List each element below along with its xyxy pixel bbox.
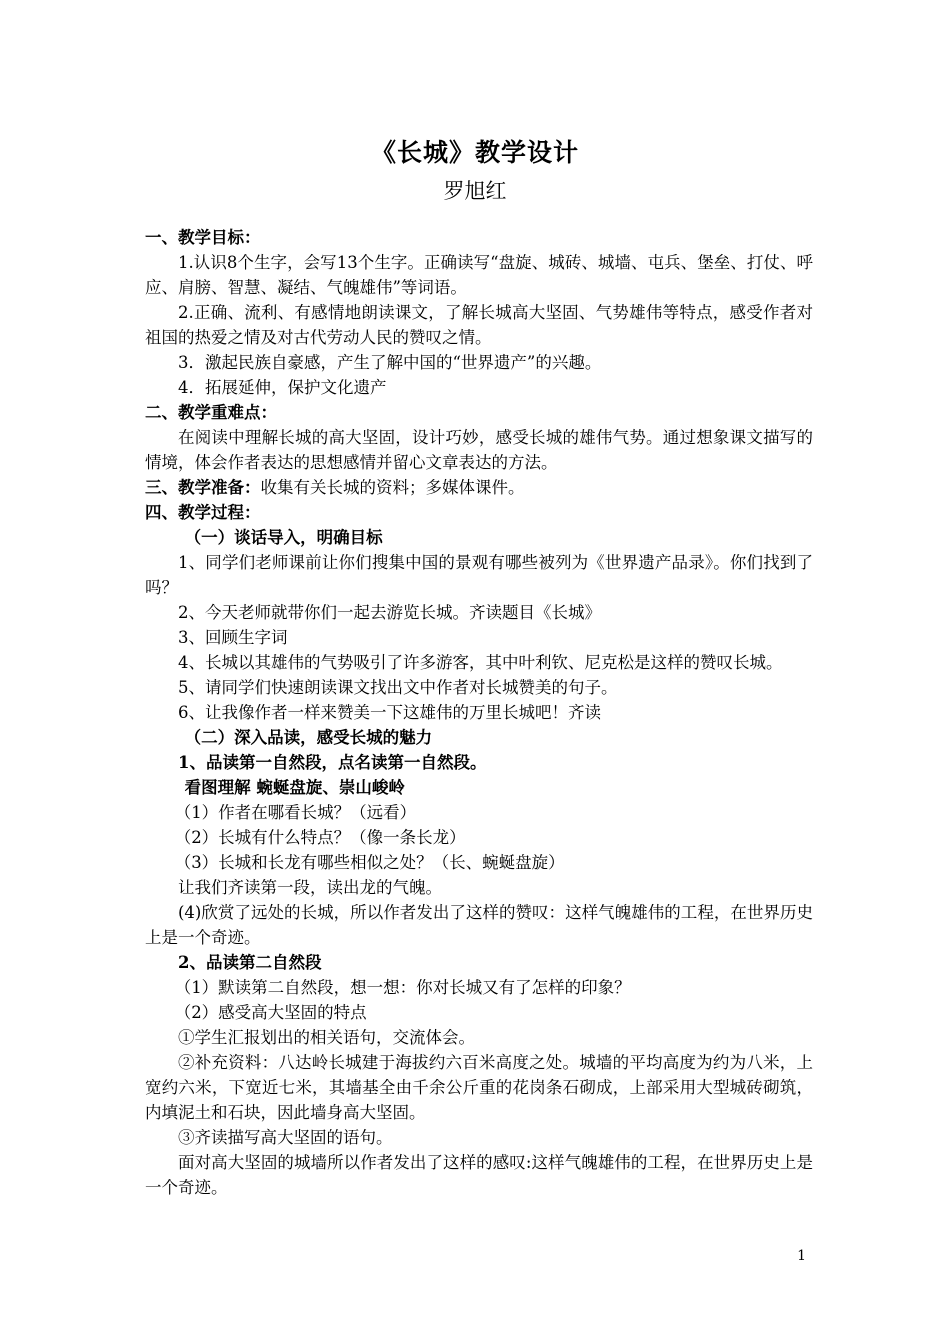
paragraph: 让我们齐读第一段，读出龙的气魄。 [178, 878, 442, 897]
paragraph: 面对高大坚固的城墙所以作者发出了这样的感叹:这样气魄雄伟的工程，在世界历史上是一个奇迹。 [145, 1153, 813, 1197]
paragraph: 2.正确、流利、有感情地朗读课文，了解长城高大坚固、气势雄伟等特点，感受作者对祖国的热爱之情及对古代劳动人民的赞叹之情。 [145, 303, 813, 347]
paragraph: 2、品读第二自然段 [178, 953, 322, 972]
paragraph: ②补充资料：八达岭长城建于海拔约六百米高度之处。城墙的平均高度为约为八米，上宽约六米，下宽近七米，其墙基全由千余公斤重的花岗条石砌成，上部采用大型城砖砌筑，内填泥土和石块，因此墙身高大坚固。 [145, 1053, 813, 1122]
paragraph: （1）作者在哪看长城？（远看） [174, 803, 417, 822]
paragraph: 1.认识8个生字，会写13个生字。正确读写“盘旋、城砖、城墙、屯兵、堡垒、打仗、呼应、肩膀、智慧、凝结、气魄雄伟”等词语。 [145, 253, 813, 297]
paragraph: 4、长城以其雄伟的气势吸引了许多游客，其中叶利钦、尼克松是这样的赞叹长城。 [178, 653, 783, 672]
paragraph: 在阅读中理解长城的高大坚固，设计巧妙，感受长城的雄伟气势。通过想象课文描写的情境，体会作者表达的思想感情并留心文章表达的方法。 [145, 428, 813, 472]
section-text: 收集有关长城的资料；多媒体课件。 [260, 478, 525, 497]
paragraph: ①学生汇报划出的相关语句，交流体会。 [178, 1028, 475, 1047]
paragraph: 1、品读第一自然段，点名读第一自然段。 [178, 753, 487, 772]
section-heading: 三、教学准备： [145, 478, 261, 497]
paragraph: 3．激起民族自豪感，产生了解中国的“世界遗产”的兴趣。 [178, 353, 602, 372]
paragraph: (4)欣赏了远处的长城，所以作者发出了这样的赞叹：这样气魄雄伟的工程，在世界历史上是一个奇迹。 [145, 903, 813, 947]
paragraph: （二）深入品读，感受长城的魅力 [184, 728, 433, 747]
paragraph: （一）谈话导入，明确目标 [184, 528, 383, 547]
paragraph: （2）长城有什么特点？（像一条长龙） [174, 828, 466, 847]
paragraph: 6、让我像作者一样来赞美一下这雄伟的万里长城吧！齐读 [178, 703, 601, 722]
paragraph [145, 475, 813, 500]
paragraph: 1、同学们老师课前让你们搜集中国的景观有哪些被列为《世界遗产品录》。你们找到了吗？ [145, 553, 813, 597]
paragraph: 四、教学过程： [145, 503, 261, 522]
document-body [145, 225, 813, 1200]
page-number: 1 [797, 1248, 806, 1264]
paragraph: ③齐读描写高大坚固的语句。 [178, 1128, 393, 1147]
paragraph: 看图理解 蜿蜒盘旋、崇山峻岭 [184, 778, 405, 797]
author-name: 罗旭红 [443, 179, 507, 203]
paragraph: （2）感受高大坚固的特点 [174, 1003, 367, 1022]
paragraph: 4．拓展延伸，保护文化遗产 [178, 378, 387, 397]
paragraph: 一、教学目标： [145, 228, 261, 247]
paragraph: 5、请同学们快速朗读课文找出文中作者对长城赞美的句子。 [178, 678, 618, 697]
paragraph: （1）默读第二自然段，想一想：你对长城又有了怎样的印象？ [174, 978, 631, 997]
paragraph: （3）长城和长龙有哪些相似之处？（长、蜿蜒盘旋） [174, 853, 565, 872]
paragraph: 二、教学重难点： [145, 403, 277, 422]
document-title: 《长城》教学设计 [370, 138, 579, 167]
paragraph: 3、回顾生字词 [178, 628, 288, 647]
paragraph: 2、今天老师就带你们一起去游览长城。齐读题目《长城》 [178, 603, 601, 622]
